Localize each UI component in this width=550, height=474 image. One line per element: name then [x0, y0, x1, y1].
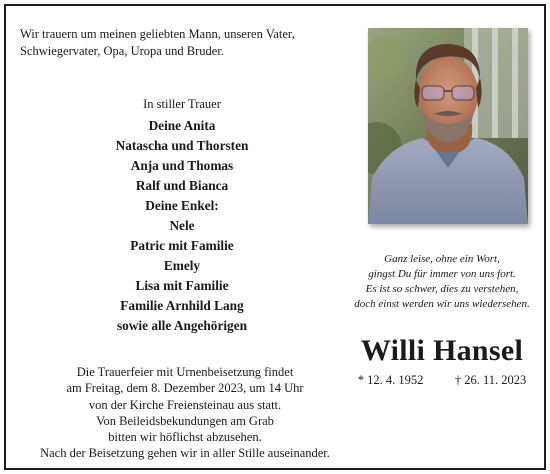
service-line: am Freitag, dem 8. Dezember 2023, um 14 Uhr — [66, 381, 304, 396]
service-line: bitten wir höflichst abzusehen. — [108, 430, 262, 445]
mourner-name: sowie alle Angehörigen — [116, 318, 247, 333]
service-line: Nach der Beisetzung gehen wir in aller Stille auseinander. — [40, 446, 330, 461]
service-line: von der Kirche Freiensteinau aus statt. — [88, 397, 282, 412]
mourner-name: Patric mit Familie — [130, 238, 234, 253]
portrait-illustration — [368, 28, 528, 224]
death-date: † 26. 11. 2023 — [454, 373, 527, 387]
poem-line: gingst Du für immer von uns fort. — [368, 268, 516, 280]
poem-line: Es ist so schwer, dies zu verstehen, — [365, 283, 519, 295]
mourner-name: Ralf und Bianca — [135, 178, 229, 193]
service-info — [20, 364, 350, 462]
intro-line: Schwiegervater, Opa, Uropa und Bruder. — [20, 44, 224, 58]
mourner-name: Deine Enkel: — [145, 198, 219, 213]
poem — [342, 252, 542, 312]
mourners-block — [42, 96, 322, 336]
mourner-name: Lisa mit Familie — [135, 278, 229, 293]
obituary-card — [4, 4, 546, 470]
mourner-name: Deine Anita — [148, 118, 216, 133]
portrait-photo — [368, 28, 528, 224]
life-dates — [342, 373, 542, 388]
mourner-name: Familie Arnhild Lang — [120, 298, 244, 313]
service-line: Die Trauerfeier mit Urnenbeisetzung findet — [76, 365, 294, 379]
intro-text — [20, 26, 350, 60]
mourner-name: Emely — [163, 258, 201, 273]
mourners-lead: In stiller Trauer — [143, 97, 221, 111]
poem-line: doch einst werden wir uns wiedersehen. — [354, 298, 530, 310]
intro-line: Wir trauern um meinen geliebten Mann, unseren Vater, — [20, 27, 295, 41]
birth-date: * 12. 4. 1952 — [357, 373, 424, 387]
mourner-name: Anja und Thomas — [130, 158, 234, 173]
deceased-name: Willi Hansel — [360, 334, 524, 367]
mourner-name: Nele — [169, 218, 195, 233]
mourner-name: Natascha und Thorsten — [115, 138, 249, 153]
service-line: Von Beileidsbekundungen am Grab — [96, 413, 274, 428]
poem-line: Ganz leise, ohne ein Wort, — [384, 253, 500, 265]
mourners-names — [42, 116, 322, 336]
